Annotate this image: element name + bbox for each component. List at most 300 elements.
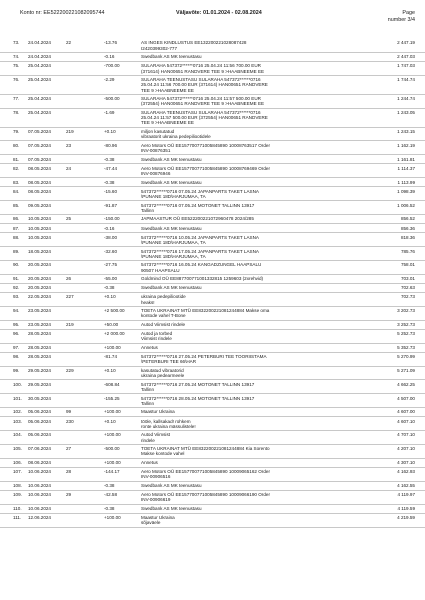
- row-number: 80.: [13, 142, 20, 148]
- row-description-line: TOETA UKRAINAT MTÜ EE832200221081244884 Makse oma: [141, 308, 270, 314]
- account-number: Konto nr: EE522200221082095744: [20, 10, 105, 16]
- row-amount: -155.25: [104, 395, 120, 401]
- row-description-line: \PETERBURI TEE 66\HAR: [141, 359, 197, 365]
- row-description-line: AS INGES KINDLUSTUS EE132200221028087428: [141, 40, 247, 46]
- row-description-line: INV-00906619: [141, 497, 171, 503]
- row-number: 77.: [13, 96, 20, 102]
- page-indicator: [388, 10, 415, 23]
- row-number: 91.: [13, 276, 20, 282]
- row-balance: 4 119.59: [397, 505, 415, 511]
- row-description: [141, 216, 351, 221]
- row-description: [141, 506, 351, 511]
- table-row: [0, 53, 425, 62]
- row-date: 12.06.2024: [28, 515, 51, 521]
- row-date: 24.04.2024: [28, 54, 51, 60]
- row-description-line: Swedbank AS MK teenustasu: [141, 225, 202, 231]
- row-number: 86.: [13, 216, 20, 222]
- row-description-line: Goldmind OÜ EE887700771001332815 1259603 (2xrehvid): [141, 276, 264, 282]
- row-number: 97.: [13, 345, 20, 351]
- table-row: [0, 187, 425, 201]
- row-number: 78.: [13, 109, 20, 115]
- row-amount: -81.74: [104, 354, 118, 360]
- row-description-line: miljon kasutatud: [141, 128, 175, 134]
- row-amount: -13.76: [104, 40, 118, 46]
- row-amount: -608.84: [104, 381, 120, 387]
- row-amount: -32.60: [104, 248, 118, 254]
- table-row: [0, 128, 425, 142]
- row-description-line: Autod Viimsist rindele: [141, 322, 186, 328]
- row-amount: -42.58: [104, 492, 118, 498]
- row-description: [141, 203, 351, 213]
- row-number: 102.: [13, 409, 22, 415]
- row-description-line: 547372******0716 27.05.24 PETERBURI TEE TOORIISTAMA: [141, 354, 267, 360]
- table-row: [0, 224, 425, 233]
- row-description-line: SULARAHA TEENUSTASU SULARAHA 547372******0716: [141, 109, 261, 115]
- row-description-line: Annetus: [141, 460, 158, 465]
- row-description-line: Aero Motors OÜ EE157700771005845890 10008769469 Order: [141, 165, 270, 171]
- table-row: [0, 394, 425, 408]
- row-amount: -15.60: [104, 188, 118, 194]
- row-balance: 4 507.00: [397, 395, 415, 401]
- row-amount: -700.00: [104, 63, 120, 69]
- row-balance: 2 447.03: [397, 54, 415, 60]
- row-amount: -0.38: [104, 482, 115, 488]
- row-amount: -80.96: [104, 142, 118, 148]
- row-date: 10.06.2024: [28, 482, 51, 488]
- row-description-line: Maastur Ukraina: [141, 409, 175, 415]
- row-amount: -1.69: [104, 109, 115, 115]
- row-description: [141, 77, 351, 93]
- row-description-line: ukraina pedepiliootide: [141, 294, 186, 300]
- row-description: [141, 515, 351, 525]
- row-description-line: JAPMAASTUR OÜ EE522200221072960478 2024/285: [141, 216, 254, 222]
- row-number: 79.: [13, 128, 20, 134]
- table-row: [0, 141, 425, 155]
- row-balance: 4 162.93: [397, 469, 415, 475]
- row-date: 08.05.2024: [28, 165, 51, 171]
- row-amount: -38.00: [104, 234, 118, 240]
- row-date: 23.05.2024: [28, 308, 51, 314]
- row-date: 18.05.2024: [28, 248, 51, 254]
- row-date: 30.05.2024: [28, 395, 51, 401]
- row-date: 08.05.2024: [28, 179, 51, 185]
- row-date: 25.04.2024: [28, 77, 51, 83]
- row-description: [141, 308, 351, 318]
- row-date: 09.05.2024: [28, 202, 51, 208]
- row-reference: 99: [66, 409, 72, 415]
- row-date: 10.05.2024: [28, 225, 51, 231]
- row-description: [141, 54, 351, 59]
- row-balance: 856.36: [400, 225, 415, 231]
- row-date: 20.05.2024: [28, 262, 51, 268]
- row-date: 25.04.2024: [28, 96, 51, 102]
- row-amount: +0.10: [104, 294, 116, 300]
- row-balance: 1 006.52: [397, 202, 415, 208]
- row-amount: -47.44: [104, 165, 118, 171]
- row-number: 99.: [13, 368, 20, 374]
- row-date: 25.04.2024: [28, 109, 51, 115]
- row-description: [141, 345, 351, 350]
- table-row: [0, 307, 425, 321]
- row-date: 23.05.2024: [28, 322, 51, 328]
- row-description-line: rindele: [141, 437, 155, 443]
- row-amount: +50.00: [104, 322, 119, 328]
- row-amount: -2.29: [104, 77, 115, 83]
- row-date: 10.05.2024: [28, 216, 51, 222]
- row-number: 92.: [13, 285, 20, 291]
- table-row: [0, 491, 425, 505]
- table-row: [0, 39, 425, 53]
- row-date: 28.05.2024: [28, 331, 51, 337]
- row-description-line: (371614) HAN00651 RANDVERE TEE 9 >HAABNEEME EE: [141, 68, 265, 74]
- row-description-line: I2420399302-777: [141, 45, 178, 51]
- row-amount: -0.38: [104, 285, 115, 291]
- row-number: 94.: [13, 308, 20, 314]
- row-balance: 4 607.00: [397, 409, 415, 415]
- row-description-line: 547372******0716 17.05.24 JAPANPARTS TAKET LASNA: [141, 248, 259, 254]
- row-balance: 1 161.81: [397, 156, 415, 162]
- row-number: 111.: [13, 515, 22, 521]
- row-amount: +100.00: [104, 345, 121, 351]
- row-amount: +100.00: [104, 460, 121, 465]
- row-description: [141, 285, 351, 290]
- table-row: [0, 201, 425, 215]
- row-balance: 702.73: [400, 294, 415, 300]
- row-date: 24.04.2024: [28, 40, 51, 46]
- row-date: 20.05.2024: [28, 285, 51, 291]
- table-row: [0, 431, 425, 445]
- row-reference: 23: [66, 142, 72, 148]
- row-balance: 1 744.74: [397, 77, 415, 83]
- row-description-line: TOETA UKRAINAT MTÜ EE832200221081244884 Kia Sorento: [141, 446, 270, 452]
- table-row: [0, 367, 425, 381]
- row-balance: 1 114.37: [397, 165, 415, 171]
- row-balance: 785.76: [400, 248, 415, 254]
- row-number: 96.: [13, 331, 20, 337]
- row-description: [141, 460, 351, 465]
- row-number: 76.: [13, 77, 20, 83]
- table-row: [0, 505, 425, 514]
- statement-header: [0, 9, 425, 39]
- row-description-line: vibraatorit ukraina pedepiliootidele: [141, 134, 211, 140]
- row-balance: 2 447.19: [397, 40, 415, 46]
- row-number: 74.: [13, 54, 20, 60]
- row-balance: 4 607.10: [397, 418, 415, 424]
- row-balance: 4 119.97: [397, 492, 415, 498]
- table-row: [0, 482, 425, 491]
- row-balance: 1 243.05: [397, 109, 415, 115]
- row-description-line: (372554) HAN00651 RANDVERE TEE 9 >HAABNEEME EE: [141, 101, 265, 107]
- row-amount: -0.38: [104, 179, 115, 185]
- row-balance: 4 162.55: [397, 482, 415, 488]
- row-balance: 5 271.09: [397, 368, 415, 374]
- row-description-line: INV-00876351: [141, 147, 171, 153]
- table-row: [0, 380, 425, 394]
- row-reference: 24: [66, 165, 72, 171]
- row-balance: 5 270.99: [397, 354, 415, 360]
- row-date: 10.06.2024: [28, 469, 51, 475]
- row-description: [141, 446, 351, 456]
- row-description: [141, 432, 351, 442]
- row-description-line: Aero Motors OÜ EE157700771005845890 10009066190 Order: [141, 492, 270, 498]
- row-description-line: Swedbank AS MK teenustasu: [141, 54, 202, 60]
- table-row: [0, 321, 425, 330]
- row-description-line: Tallinn: [141, 400, 155, 406]
- row-number: 105.: [13, 446, 22, 452]
- row-number: 103.: [13, 418, 22, 424]
- row-amount: -0.38: [104, 156, 115, 162]
- row-balance: 4 219.59: [397, 515, 415, 521]
- row-date: 08.06.2024: [28, 460, 51, 465]
- row-description-line: INV-00906516: [141, 474, 171, 480]
- row-description: [141, 96, 351, 106]
- row-description: [141, 143, 351, 153]
- table-row: [0, 408, 425, 417]
- row-reference: 28: [66, 469, 72, 475]
- row-description-line: 547372******0716 07.05.24 JAPANPARTS TAKET LASNA: [141, 188, 259, 194]
- row-date: 10.06.2024: [28, 505, 51, 511]
- row-reference: 230: [66, 418, 74, 424]
- row-description-line: 90507 HAAPSALU: [141, 267, 180, 273]
- row-description-line: 547372******0716 16.05.24 KANGADZUNGEL HAAPSALU: [141, 262, 262, 268]
- row-balance: 5 352.73: [397, 345, 415, 351]
- row-description: [141, 157, 351, 162]
- row-description: [141, 483, 351, 488]
- row-number: 83.: [13, 179, 20, 185]
- row-description: [141, 180, 351, 185]
- row-description: [141, 469, 351, 479]
- row-description: [141, 409, 351, 414]
- row-balance: 1 244.74: [397, 96, 415, 102]
- table-row: [0, 215, 425, 224]
- row-amount: -27.75: [104, 262, 118, 268]
- page-label: Page: [402, 10, 415, 16]
- table-row: [0, 459, 425, 468]
- row-amount: -0.38: [104, 505, 115, 511]
- row-amount: +100.00: [104, 432, 121, 438]
- row-description-line: sõjaväele: [141, 520, 161, 526]
- row-date: 10.05.2024: [28, 234, 51, 240]
- row-description-line: 547372******0716 28.05.24 MOTONET TALLINN 13917: [141, 395, 255, 401]
- row-amount: +2 000.00: [104, 331, 125, 337]
- table-row: [0, 293, 425, 307]
- table-row: [0, 247, 425, 261]
- row-number: 95.: [13, 322, 20, 328]
- row-amount: -144.17: [104, 469, 120, 475]
- row-description: [141, 110, 351, 126]
- row-number: 90.: [13, 262, 20, 268]
- row-date: 29.05.2024: [28, 368, 51, 374]
- row-date: 07.05.2024: [28, 142, 51, 148]
- row-balance: 703.01: [400, 276, 415, 282]
- row-balance: 4 307.10: [397, 460, 415, 465]
- row-balance: 818.36: [400, 234, 415, 240]
- row-description-line: Maastur Ukraina: [141, 515, 175, 521]
- row-description-line: 25.04.24 11:56 700.00 EUR (371614) HAN00651 RANDVERE: [141, 82, 268, 88]
- row-balance: 1 113.99: [397, 179, 415, 185]
- row-date: 22.05.2024: [28, 294, 51, 300]
- row-number: 84.: [13, 188, 20, 194]
- row-description-line: Swedbank AS MK teenustasu: [141, 156, 202, 162]
- row-amount: -150.00: [104, 216, 120, 222]
- table-row: [0, 284, 425, 293]
- row-amount: +0.10: [104, 368, 116, 374]
- row-description-line: ronte ukraina mässulistele!: [141, 423, 196, 429]
- row-reference: 25: [66, 216, 72, 222]
- row-number: 73.: [13, 40, 20, 46]
- row-number: 82.: [13, 165, 20, 171]
- row-balance: 1 162.19: [397, 142, 415, 148]
- row-amount: +0.10: [104, 128, 116, 134]
- row-date: 08.05.2024: [28, 188, 51, 194]
- row-number: 89.: [13, 248, 20, 254]
- row-description: [141, 226, 351, 231]
- row-description-line: 547372******0716 27.05.24 MOTONET TALLINN 13917: [141, 381, 255, 387]
- row-description-line: Aero Motors OÜ EE157700771005845890 10008763517 Order: [141, 142, 270, 148]
- row-amount: -0.16: [104, 54, 115, 60]
- row-balance: 3 202.73: [397, 308, 415, 314]
- row-date: 25.04.2024: [28, 63, 51, 69]
- transaction-list: [0, 39, 425, 528]
- row-description: [141, 235, 351, 245]
- row-balance: 4 662.25: [397, 381, 415, 387]
- table-row: [0, 76, 425, 95]
- row-description: [141, 492, 351, 502]
- row-amount: -500.00: [104, 96, 120, 102]
- row-description: [141, 249, 351, 259]
- row-description: [141, 129, 351, 139]
- table-row: [0, 62, 425, 76]
- row-description-line: Tallinn: [141, 207, 155, 213]
- row-description-line: Aero Motors OÜ EE157700771005845890 10009065162 Order: [141, 469, 270, 475]
- page-number: number 3/4: [387, 16, 415, 23]
- row-amount: +100.00: [104, 409, 121, 415]
- row-description-line: \PUNANE 18D\HARJUMAA, TA: [141, 193, 206, 199]
- row-description: [141, 382, 351, 392]
- statement-period: Väljavõte: 01.01.2024 - 02.08.2024: [176, 10, 262, 16]
- row-date: 20.05.2024: [28, 276, 51, 282]
- row-number: 104.: [13, 432, 22, 438]
- row-date: 07.05.2024: [28, 156, 51, 162]
- row-description: [141, 368, 351, 378]
- row-number: 87.: [13, 225, 20, 231]
- row-number: 110.: [13, 505, 22, 511]
- row-amount: -500.00: [104, 446, 120, 452]
- row-description-line: kontode vahel T-Bone: [141, 313, 186, 319]
- table-row: [0, 178, 425, 187]
- table-row: [0, 109, 425, 128]
- row-description-line: Swedbank AS MK teenustasu: [141, 482, 202, 488]
- row-date: 29.05.2024: [28, 381, 51, 387]
- row-description-line: 547372******0716 10.05.24 JAPANPARTS TAKET LASNA: [141, 234, 259, 240]
- row-reference: 219: [66, 322, 74, 328]
- row-balance: 5 252.73: [397, 331, 415, 337]
- row-description-line: 25.04.24 11:57 500.00 EUR (372554) HAN00651 RANDVERE: [141, 115, 268, 121]
- row-description-line: Annetus: [141, 345, 158, 351]
- table-row: [0, 164, 425, 178]
- row-date: 05.06.2024: [28, 409, 51, 415]
- row-description: [141, 322, 351, 327]
- row-balance: 4 207.10: [397, 446, 415, 452]
- row-number: 98.: [13, 354, 20, 360]
- row-reference: 29: [66, 492, 72, 498]
- row-date: 28.05.2024: [28, 345, 51, 351]
- table-row: [0, 155, 425, 164]
- table-row: [0, 468, 425, 482]
- row-number: 81.: [13, 156, 20, 162]
- row-amount: +0.10: [104, 418, 116, 424]
- row-description: [141, 189, 351, 199]
- table-row: [0, 330, 425, 344]
- row-balance: 1 747.03: [397, 63, 415, 69]
- row-description-line: SULARAHA 547372******0716 25.04.24 11:57 500.00 EUR: [141, 96, 261, 102]
- row-description-line: TEE 9 >HAABNEEME EE: [141, 120, 194, 126]
- row-description-line: Autod Viimsist: [141, 432, 171, 438]
- row-description-line: Viimsist rindele: [141, 336, 172, 342]
- row-reference: 27: [66, 446, 72, 452]
- row-description: [141, 396, 351, 406]
- row-description: [141, 294, 351, 304]
- row-number: 107.: [13, 469, 22, 475]
- row-number: 101.: [13, 395, 22, 401]
- row-description: [141, 276, 351, 281]
- row-description: [141, 63, 351, 73]
- row-balance: 702.63: [400, 285, 415, 291]
- row-description-line: ukraina pedearmeele: [141, 373, 185, 379]
- table-row: [0, 514, 425, 528]
- row-number: 93.: [13, 294, 20, 300]
- row-amount: +2 500.00: [104, 308, 125, 314]
- row-description-line: Swedbank AS MK teenustasu: [141, 179, 202, 185]
- row-description-line: TEE 9 >HAABNEEME EE: [141, 87, 194, 93]
- row-number: 106.: [13, 460, 22, 465]
- row-number: 100.: [13, 381, 22, 387]
- row-description-line: Autod ja torbed: [141, 331, 173, 337]
- row-number: 88.: [13, 234, 20, 240]
- row-date: 05.06.2024: [28, 432, 51, 438]
- row-description: [141, 166, 351, 176]
- row-reference: 22: [66, 40, 72, 46]
- row-description-line: SULARAHA 547372******0716 25.04.24 11:56 700.00 EUR: [141, 63, 261, 69]
- table-row: [0, 353, 425, 367]
- row-date: 28.05.2024: [28, 354, 51, 360]
- row-description-line: \PUNANE 18D\HARJUMAA, TA: [141, 239, 206, 245]
- table-row: [0, 95, 425, 109]
- table-row: [0, 261, 425, 275]
- row-balance: 3 252.73: [397, 322, 415, 328]
- row-description: [141, 331, 351, 341]
- row-balance: 856.52: [400, 216, 415, 222]
- row-description-line: SULARAHA TEENUSTASU SULARAHA 547372******0716: [141, 77, 261, 83]
- row-description-line: Swedbank AS MK teenustasu: [141, 285, 202, 291]
- row-description-line: INV-00876946: [141, 170, 171, 176]
- row-description: [141, 419, 351, 429]
- row-date: 07.06.2024: [28, 446, 51, 452]
- row-number: 108.: [13, 482, 22, 488]
- row-description-line: 547372******0716 07.05.24 MOTONET TALLINN 13917: [141, 202, 255, 208]
- table-row: [0, 275, 425, 284]
- row-number: 75.: [13, 63, 20, 69]
- row-description-line: kasutatud vibraatorid: [141, 368, 184, 374]
- row-description-line: Swedbank AS MK teenustasu: [141, 505, 202, 511]
- row-date: 07.05.2024: [28, 128, 51, 134]
- row-reference: 229: [66, 368, 74, 374]
- row-balance: 1 098.39: [397, 188, 415, 194]
- row-description-line: \PUNANE 18D\HARJUMAA, TA: [141, 253, 206, 259]
- row-amount: -91.87: [104, 202, 118, 208]
- table-row: [0, 445, 425, 459]
- table-row: [0, 233, 425, 247]
